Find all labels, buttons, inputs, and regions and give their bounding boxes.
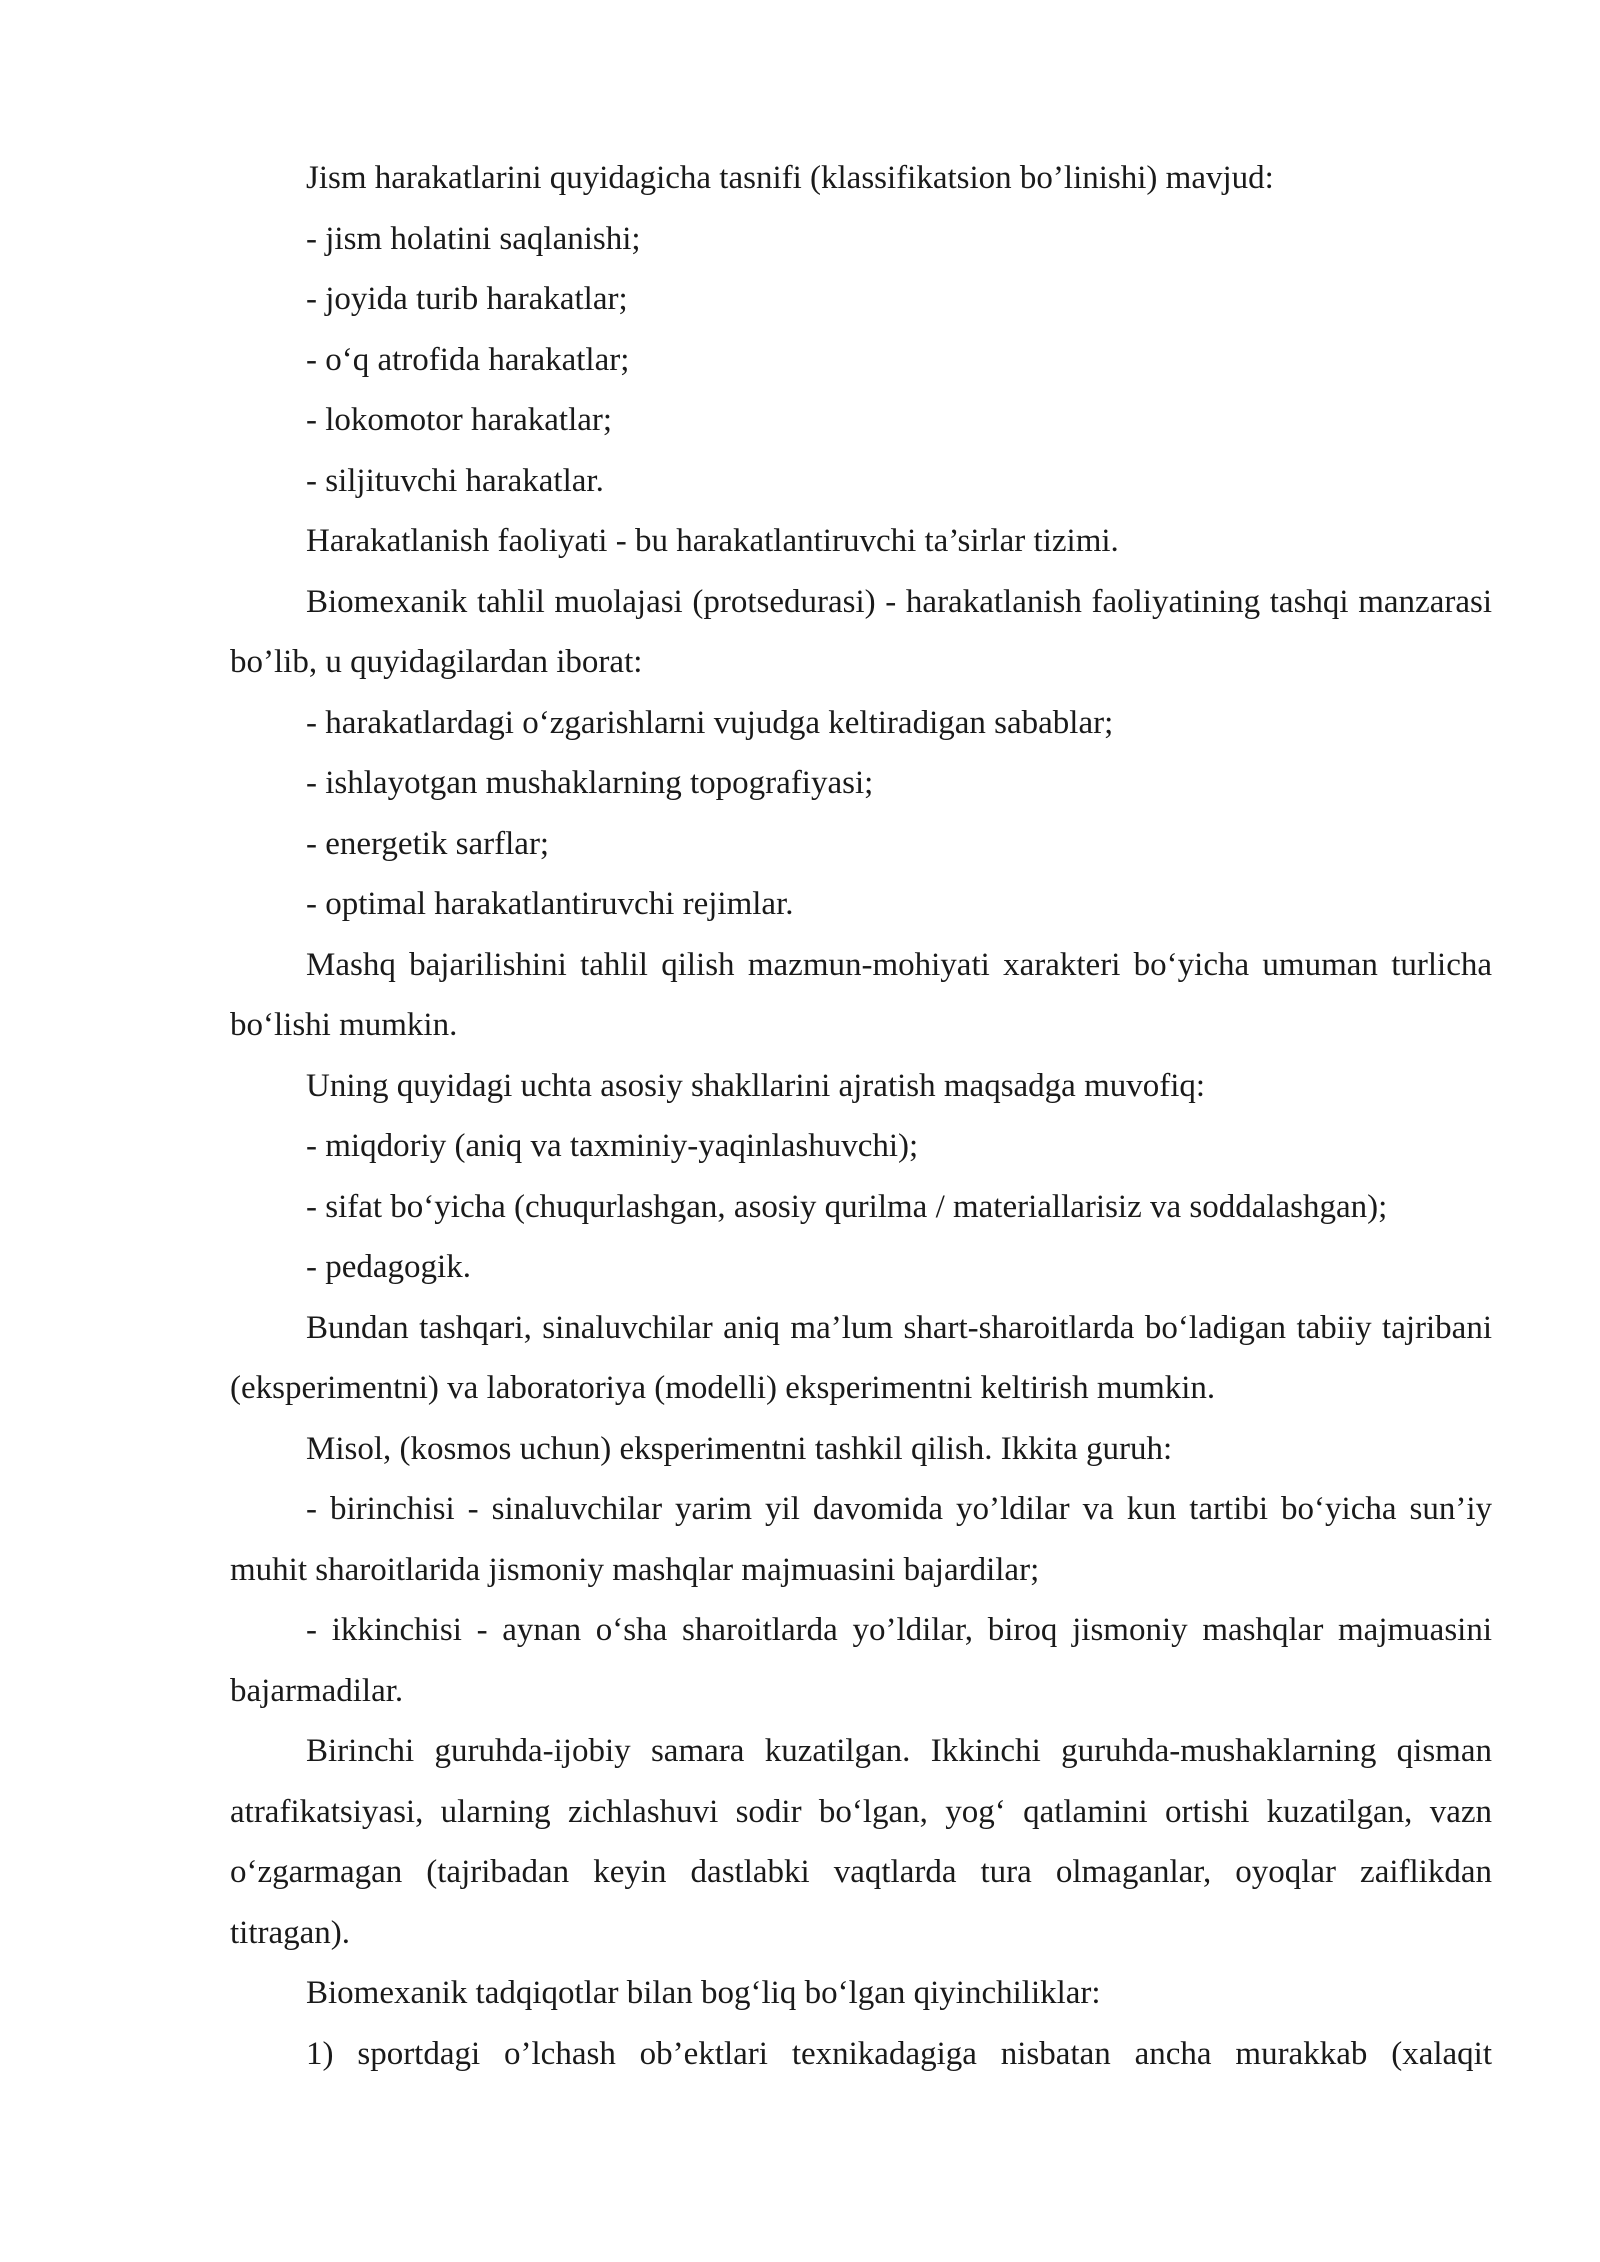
list-item-axis-movements: - o‘q atrofida harakatlar; [306, 341, 630, 378]
paragraph-biomechanical-analysis: Biomexanik tahlil muolajasi (protsedurasi) - harakatlanish faoliyatining tashqi manzarasi bo’lib, u quyidagilardan iborat: [230, 583, 1492, 680]
list-item-quantitative: - miqdoriy (aniq va taxminiy-yaqinlashuvchi); [306, 1128, 919, 1164]
list-item-difficulty-1: 1) sportdagi o’lchash ob’ektlari texnikadagiga nisbatan ancha murakkab (xalaqit [306, 2035, 1492, 2072]
list-item-muscle-topography: - ishlayotgan mushaklarning topografiyasi; [306, 765, 874, 801]
paragraph-movement-activity: Harakatlanish faoliyati - bu harakatlantiruvchi ta’sirlar tizimi. [306, 523, 1119, 559]
paragraph-exercise-analysis: Mashq bajarilishini tahlil qilish mazmun-mohiyati xarakteri bo‘yicha umuman turlicha bo‘lishi mumkin. [230, 946, 1492, 1043]
paragraph-difficulties: Biomexanik tadqiqotlar bilan bog‘liq bo‘lgan qiyinchiliklar: [306, 1975, 1101, 2011]
list-item-optimal-regimes: - optimal harakatlantiruvchi rejimlar. [306, 886, 794, 922]
paragraph-space-example: Misol, (kosmos uchun) eksperimentni tashkil qilish. Ikkita guruh: [306, 1430, 1173, 1467]
list-item-locomotor-movements: - lokomotor harakatlar; [306, 402, 613, 438]
paragraph-experiments: Bundan tashqari, sinaluvchilar aniq ma’lum shart-sharoitlarda bo‘ladigan tabiiy tajribani (eksperimentni) va laboratoriya (modelli) eksperimentni keltirish mumkin. [230, 1309, 1492, 1406]
list-item-pedagogical: - pedagogik. [306, 1249, 471, 1285]
list-item-shifting-movements: - siljituvchi harakatlar. [306, 462, 604, 499]
paragraph-three-forms: Uning quyidagi uchta asosiy shakllarini ajratish maqsadga muvofiq: [306, 1067, 1206, 1104]
list-item-in-place-movements: - joyida turib harakatlar; [306, 281, 628, 317]
list-item-energy-costs: - energetik sarflar; [306, 825, 550, 862]
list-item-qualitative: - sifat bo‘yicha (chuqurlashgan, asosiy qurilma / materiallarisiz va soddalashgan); [306, 1188, 1388, 1225]
paragraph-results: Birinchi guruhda-ijobiy samara kuzatilgan. Ikkinchi guruhda-mushaklarning qisman atrafikatsiyasi, ularning zichlashuvi sodir bo‘lgan, yog‘ qatlamini ortishi kuzatilgan, vazn o‘zgarmagan (tajribadan keyin dastlabki vaqtlarda tura olmaganlar, oyoqlar zaiflikdan titragan). [230, 1733, 1492, 1951]
paragraph-classification-intro: Jism harakatlarini quyidagicha tasnifi (klassifikatsion bo’linishi) mavjud: [306, 160, 1274, 196]
list-item-second-group: - ikkinchisi - aynan o‘sha sharoitlarda yo’ldilar, biroq jismoniy mashqlar majmuasini bajarmadilar. [230, 1612, 1492, 1709]
list-item-first-group: - birinchisi - sinaluvchilar yarim yil davomida yo’ldilar va kun tartibi bo‘yicha sun’iy muhit sharoitlarida jismoniy mashqlar majmuasini bajardilar; [230, 1491, 1492, 1588]
document-body [230, 148, 1492, 2084]
list-item-body-position: - jism holatini saqlanishi; [306, 220, 641, 257]
list-item-causes: - harakatlardagi o‘zgarishlarni vujudga keltiradigan sabablar; [306, 704, 1114, 741]
